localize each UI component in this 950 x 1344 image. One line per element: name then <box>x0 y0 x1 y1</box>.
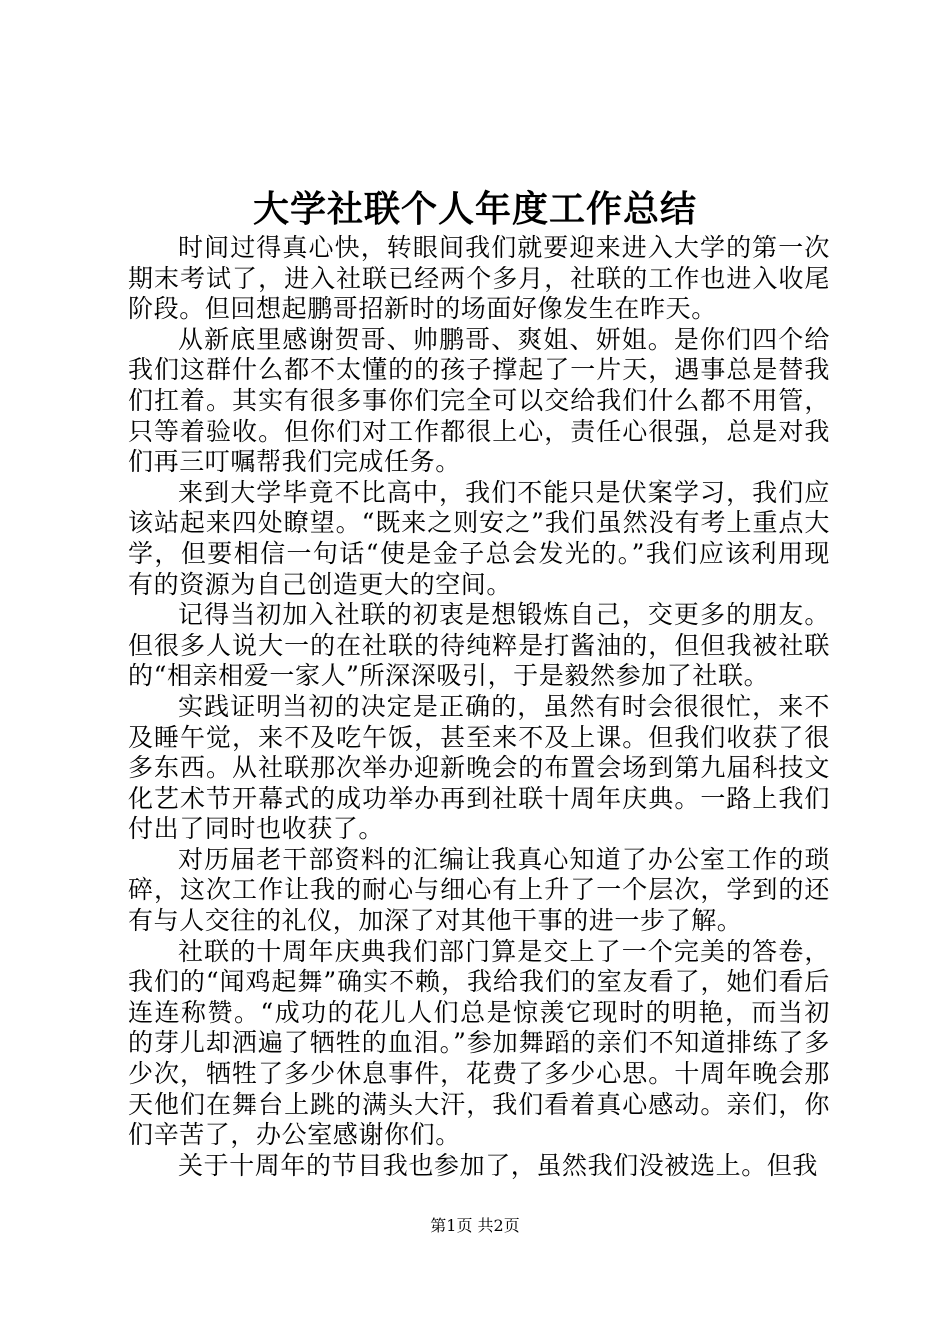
paragraph: 从新底里感谢贺哥、帅鹏哥、爽姐、妍姐。是你们四个给我们这群什么都不太懂的的孩子撑起了一片天，遇事总是替我们扛着。其实有很多事你们完全可以交给我们什么都不用管，只等着验收。但你们对工作都很上心，责任心很强，总是对我们再三叮嘱帮我们完成任务。 <box>128 324 830 477</box>
paragraph: 实践证明当初的决定是正确的，虽然有时会很很忙，来不及睡午觉，来不及吃午饭，甚至来不及上课。但我们收获了很多东西。从社联那次举办迎新晚会的布置会场到第九届科技文化艺术节开幕式的成功举办再到社联十周年庆典。一路上我们付出了同时也收获了。 <box>128 691 830 844</box>
paragraph: 关于十周年的节目我也参加了，虽然我们没被选上。但我 <box>178 1150 819 1180</box>
paragraph: 时间过得真心快，转眼间我们就要迎来进入大学的第一次期末考试了，进入社联已经两个多月，社联的工作也进入收尾阶段。但回想起鹏哥招新时的场面好像发生在昨天。 <box>128 233 830 324</box>
document-body <box>128 233 830 1181</box>
paragraph: 对历届老干部资料的汇编让我真心知道了办公室工作的琐碎，这次工作让我的耐心与细心有上升了一个层次，学到的还有与人交往的礼仪，加深了对其他干事的进一步了解。 <box>128 844 830 936</box>
paragraph: 社联的十周年庆典我们部门算是交上了一个完美的答卷，我们的“闻鸡起舞”确实不赖，我给我们的室友看了，她们看后连连称赞。“成功的花儿人们总是惊羡它现时的明艳，而当初的芽儿却洒遍了牺牲的血泪。”参加舞蹈的亲们不知道排练了多少次，牺牲了多少休息事件，花费了多少心思。十周年晚会那天他们在舞台上跳的满头大汗，我们看着真心感动。亲们，你们辛苦了，办公室感谢你们。 <box>128 936 830 1150</box>
document-title: 大学社联个人年度工作总结 <box>252 188 697 230</box>
paragraph: 来到大学毕竟不比高中，我们不能只是伏案学习，我们应该站起来四处瞭望。“既来之则安之”我们虽然没有考上重点大学，但要相信一句话“使是金子总会发光的。”我们应该利用现有的资源为自己创造更大的空间。 <box>128 477 830 599</box>
paragraph: 记得当初加入社联的初衷是想锻炼自己，交更多的朋友。但很多人说大一的在社联的待纯粹是打酱油的，但但我被社联的“相亲相爱一家人”所深深吸引，于是毅然参加了社联。 <box>128 600 830 691</box>
page-footer: 第1页 共2页 <box>430 1216 520 1235</box>
